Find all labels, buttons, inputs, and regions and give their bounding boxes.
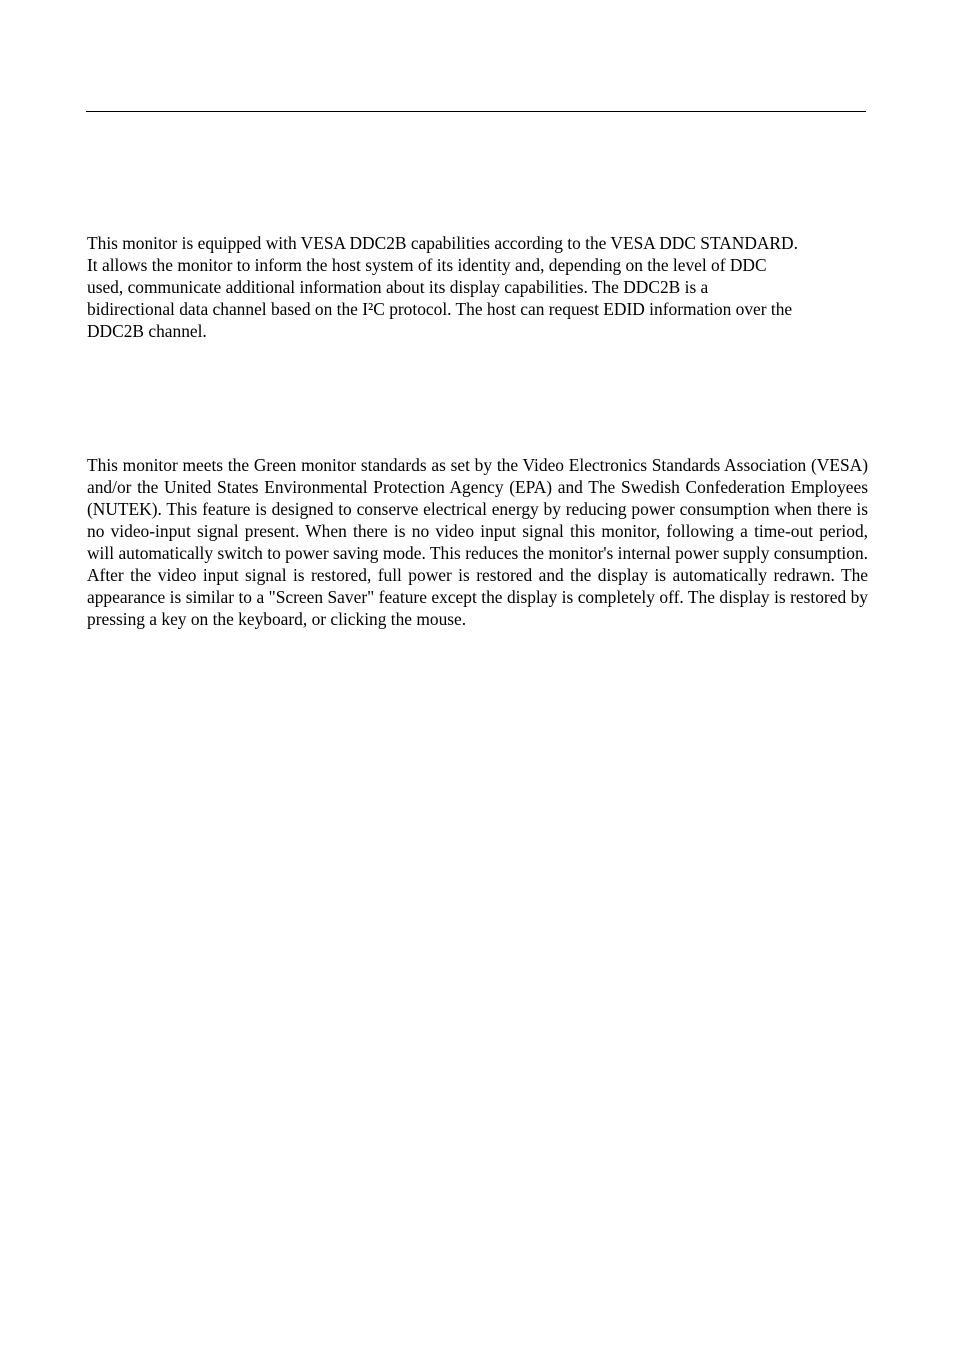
ddc-paragraph-line: This monitor is equipped with VESA DDC2B capabilities according to the VESA DDC STANDARD. bbox=[87, 233, 798, 253]
ddc-paragraph-line: It allows the monitor to inform the host system of its identity and, depending on the level of DDC bbox=[87, 255, 767, 275]
ddc-paragraph-line: DDC2B channel. bbox=[87, 321, 207, 341]
ddc-paragraph-line: used, communicate additional information about its display capabilities. The DDC2B is a bbox=[87, 277, 709, 297]
header-rule bbox=[86, 111, 866, 112]
ddc-paragraph bbox=[87, 232, 887, 342]
green-monitor-paragraph: This monitor meets the Green monitor standards as set by the Video Electronics Standards Association (VESA) and/or the United States Environmental Protection Agency (EPA) and The Swedish Confederation Employees (NUTEK). This feature is designed to conserve electrical energy by reducing power consumption when there is no video-input signal present. When there is no video input signal this monitor, following a time-out period, will automatically switch to power saving mode. This reduces the monitor's internal power supply consumption. After the video input signal is restored, full power is restored and the display is automatically redrawn. The appearance is similar to a "Screen Saver" feature except the display is completely off. The display is restored by pressing a key on the keyboard, or clicking the mouse. bbox=[87, 455, 868, 629]
ddc-paragraph-line: bidirectional data channel based on the I²C protocol. The host can request EDID information over the bbox=[87, 299, 793, 319]
